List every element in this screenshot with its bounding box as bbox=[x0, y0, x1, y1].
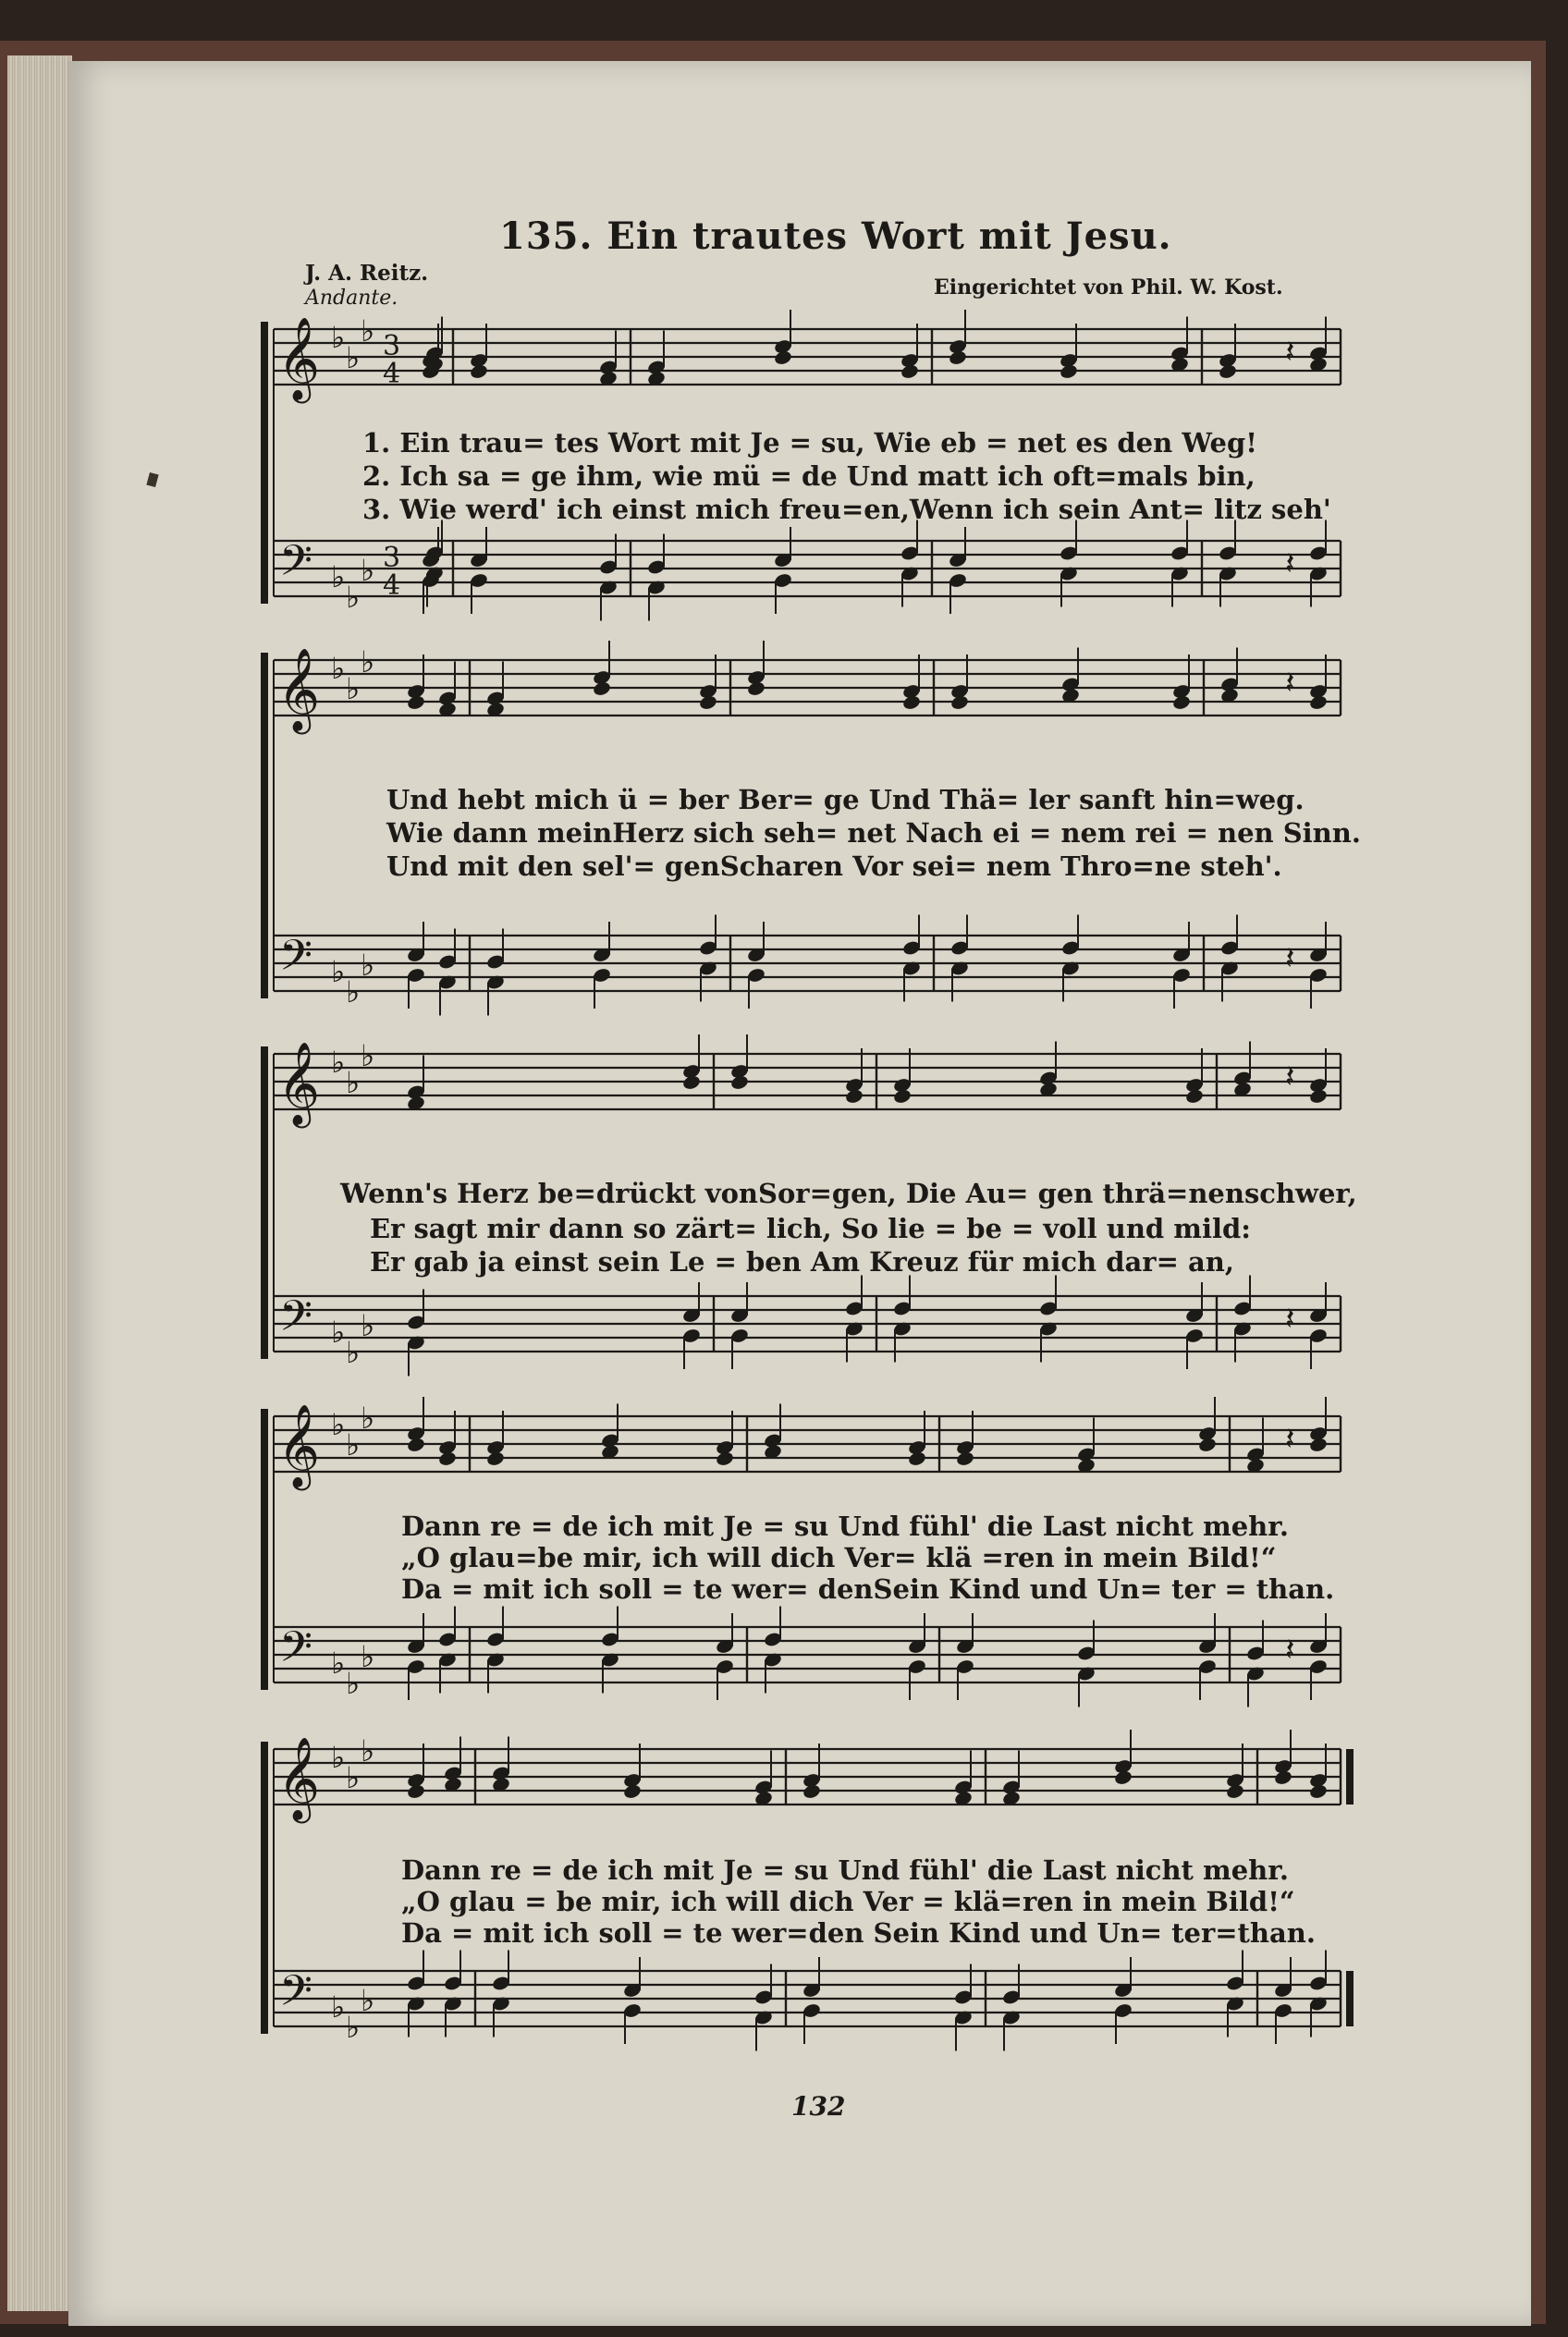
flat-icon: ♭ bbox=[361, 644, 375, 679]
system-bracket bbox=[261, 322, 268, 604]
rest-icon: 𝄽 bbox=[1285, 1632, 1295, 1669]
treble-clef-icon: 𝄞 bbox=[277, 1042, 321, 1125]
notehead bbox=[1184, 1088, 1204, 1105]
flat-icon: ♭ bbox=[331, 1045, 346, 1080]
lyric-line: Er sagt mir dann so zärt= lich, So lie = be = voll und mild: bbox=[370, 1213, 1251, 1244]
notehead bbox=[698, 694, 717, 711]
flat-icon: ♭ bbox=[346, 1427, 361, 1462]
notehead bbox=[773, 349, 792, 366]
notehead bbox=[437, 1450, 457, 1467]
rest-icon: 𝄽 bbox=[1285, 545, 1295, 582]
flat-icon: ♭ bbox=[346, 671, 361, 706]
notehead bbox=[892, 1088, 912, 1105]
notehead bbox=[406, 1437, 425, 1453]
notehead bbox=[1059, 363, 1078, 380]
lyric-line: Wie dann meinHerz sich seh= net Nach ei = nem rei = nen Sinn. bbox=[386, 817, 1361, 849]
flat-icon: ♭ bbox=[361, 553, 375, 588]
lyric-line: Wenn's Herz be=drückt vonSor=gen, Die Au= gen thrä=nenschwer, bbox=[340, 1178, 1357, 1209]
notehead bbox=[1308, 1437, 1328, 1453]
system-bracket bbox=[261, 1046, 268, 1359]
lyric-line: Da = mit ich soll = te wer= denSein Kind und Un= ter = than. bbox=[401, 1573, 1335, 1605]
flat-icon: ♭ bbox=[361, 1401, 375, 1436]
flat-icon: ♭ bbox=[331, 320, 346, 355]
treble-clef-icon: 𝄞 bbox=[277, 317, 321, 400]
notehead bbox=[955, 1450, 974, 1467]
notehead bbox=[681, 1074, 701, 1091]
lyric-line: Und mit den sel'= genScharen Vor sei= nem Thro=ne steh'. bbox=[386, 850, 1282, 882]
lyric-line: Dann re = de ich mit Je = su Und fühl' die Last nicht mehr. bbox=[401, 1854, 1289, 1886]
flat-icon: ♭ bbox=[346, 580, 361, 615]
lyric-line: Und hebt mich ü = ber Ber= ge Und Thä= ler sanft hin=weg. bbox=[386, 784, 1305, 815]
notehead bbox=[1308, 1088, 1328, 1105]
flat-icon: ♭ bbox=[331, 1989, 346, 2025]
notehead bbox=[469, 363, 488, 380]
flat-icon: ♭ bbox=[331, 651, 346, 686]
notehead bbox=[1273, 1769, 1292, 1786]
flat-icon: ♭ bbox=[361, 1983, 375, 2018]
notehead bbox=[715, 1450, 734, 1467]
flat-icon: ♭ bbox=[346, 1666, 361, 1701]
arranger: Eingerichtet von Phil. W. Kost. bbox=[934, 275, 1283, 300]
lyric-line: 3. Wie werd' ich einst mich freu=en,Wenn ich sein Ant= litz seh' bbox=[362, 494, 1331, 525]
flat-icon: ♭ bbox=[331, 1315, 346, 1350]
flat-icon: ♭ bbox=[361, 948, 375, 983]
system-bracket bbox=[261, 653, 268, 998]
flat-icon: ♭ bbox=[361, 1038, 375, 1073]
flat-icon: ♭ bbox=[361, 1733, 375, 1768]
flat-icon: ♭ bbox=[361, 1639, 375, 1674]
notehead bbox=[802, 1783, 821, 1800]
flat-icon: ♭ bbox=[331, 1646, 346, 1681]
flat-icon: ♭ bbox=[331, 559, 346, 594]
notehead bbox=[746, 680, 766, 697]
flat-icon: ♭ bbox=[361, 313, 375, 349]
final-barline bbox=[1346, 1749, 1354, 1805]
bass-clef-icon: 𝄢 bbox=[279, 931, 313, 991]
bass-clef-icon: 𝄢 bbox=[279, 1291, 313, 1352]
lyric-line: 1. Ein trau= tes Wort mit Je = su, Wie eb = net es den Weg! bbox=[362, 427, 1257, 459]
flat-icon: ♭ bbox=[346, 1335, 361, 1370]
notehead bbox=[948, 349, 967, 366]
lyric-line: Dann re = de ich mit Je = su Und fühl' die Last nicht mehr. bbox=[401, 1511, 1289, 1542]
system-bracket bbox=[261, 1409, 268, 1690]
lyric-line: „O glau = be mir, ich will dich Ver = klä=ren in mein Bild!“ bbox=[401, 1886, 1295, 1917]
flat-icon: ♭ bbox=[346, 2010, 361, 2045]
rest-icon: 𝄽 bbox=[1285, 334, 1295, 371]
notehead bbox=[1308, 694, 1328, 711]
notehead bbox=[1113, 1769, 1133, 1786]
notehead bbox=[949, 694, 969, 711]
flat-icon: ♭ bbox=[331, 1407, 346, 1442]
lyric-line: Er gab ja einst sein Le = ben Am Kreuz für mich dar= an, bbox=[370, 1246, 1234, 1278]
notehead bbox=[592, 680, 611, 697]
lyric-line: 2. Ich sa = ge ihm, wie mü = de Und matt ich oft=mals bin, bbox=[362, 460, 1256, 492]
notehead bbox=[844, 1088, 864, 1105]
rest-icon: 𝄽 bbox=[1285, 1301, 1295, 1338]
rest-icon: 𝄽 bbox=[1285, 1058, 1295, 1095]
flat-icon: ♭ bbox=[346, 340, 361, 375]
flat-icon: ♭ bbox=[346, 1065, 361, 1100]
flat-icon: ♭ bbox=[331, 954, 346, 989]
flat-icon: ♭ bbox=[346, 974, 361, 1009]
time-signature: 4 bbox=[383, 569, 401, 602]
tempo-marking: Andante. bbox=[305, 287, 398, 310]
notehead bbox=[485, 1450, 505, 1467]
composer: J. A. Reitz. bbox=[305, 261, 429, 286]
treble-clef-icon: 𝄞 bbox=[277, 1737, 321, 1820]
notehead bbox=[729, 1074, 749, 1091]
notehead bbox=[1197, 1437, 1217, 1453]
hymn-title: 135. Ein trautes Wort mit Jesu. bbox=[499, 214, 1172, 258]
time-signature: 3 bbox=[383, 330, 401, 362]
notehead bbox=[1171, 694, 1191, 711]
final-barline bbox=[1346, 1971, 1354, 2026]
notehead bbox=[622, 1783, 642, 1800]
rest-icon: 𝄽 bbox=[1285, 665, 1295, 702]
bass-clef-icon: 𝄢 bbox=[279, 1622, 313, 1682]
flat-icon: ♭ bbox=[346, 1760, 361, 1795]
notehead bbox=[901, 694, 921, 711]
lyric-line: „O glau=be mir, ich will dich Ver= klä =ren in mein Bild!“ bbox=[401, 1542, 1277, 1573]
notehead bbox=[406, 1783, 425, 1800]
treble-clef-icon: 𝄞 bbox=[277, 1404, 321, 1487]
bass-clef-icon: 𝄢 bbox=[279, 1966, 313, 2026]
lyric-line: Da = mit ich soll = te wer=den Sein Kind und Un= ter=than. bbox=[401, 1917, 1316, 1949]
flat-icon: ♭ bbox=[361, 1308, 375, 1343]
flat-icon: ♭ bbox=[331, 1740, 346, 1775]
notehead bbox=[1218, 363, 1237, 380]
system-bracket bbox=[261, 1742, 268, 2034]
notehead bbox=[406, 694, 425, 711]
notehead bbox=[900, 363, 919, 380]
notehead bbox=[907, 1450, 926, 1467]
page-number: 132 bbox=[791, 2091, 846, 2122]
time-signature: 4 bbox=[383, 358, 401, 390]
time-signature: 3 bbox=[383, 542, 401, 574]
bass-clef-icon: 𝄢 bbox=[279, 536, 313, 596]
rest-icon: 𝄽 bbox=[1285, 940, 1295, 977]
rest-icon: 𝄽 bbox=[1285, 1421, 1295, 1458]
treble-clef-icon: 𝄞 bbox=[277, 648, 321, 731]
notehead bbox=[1308, 1783, 1328, 1800]
notehead bbox=[1225, 1783, 1244, 1800]
